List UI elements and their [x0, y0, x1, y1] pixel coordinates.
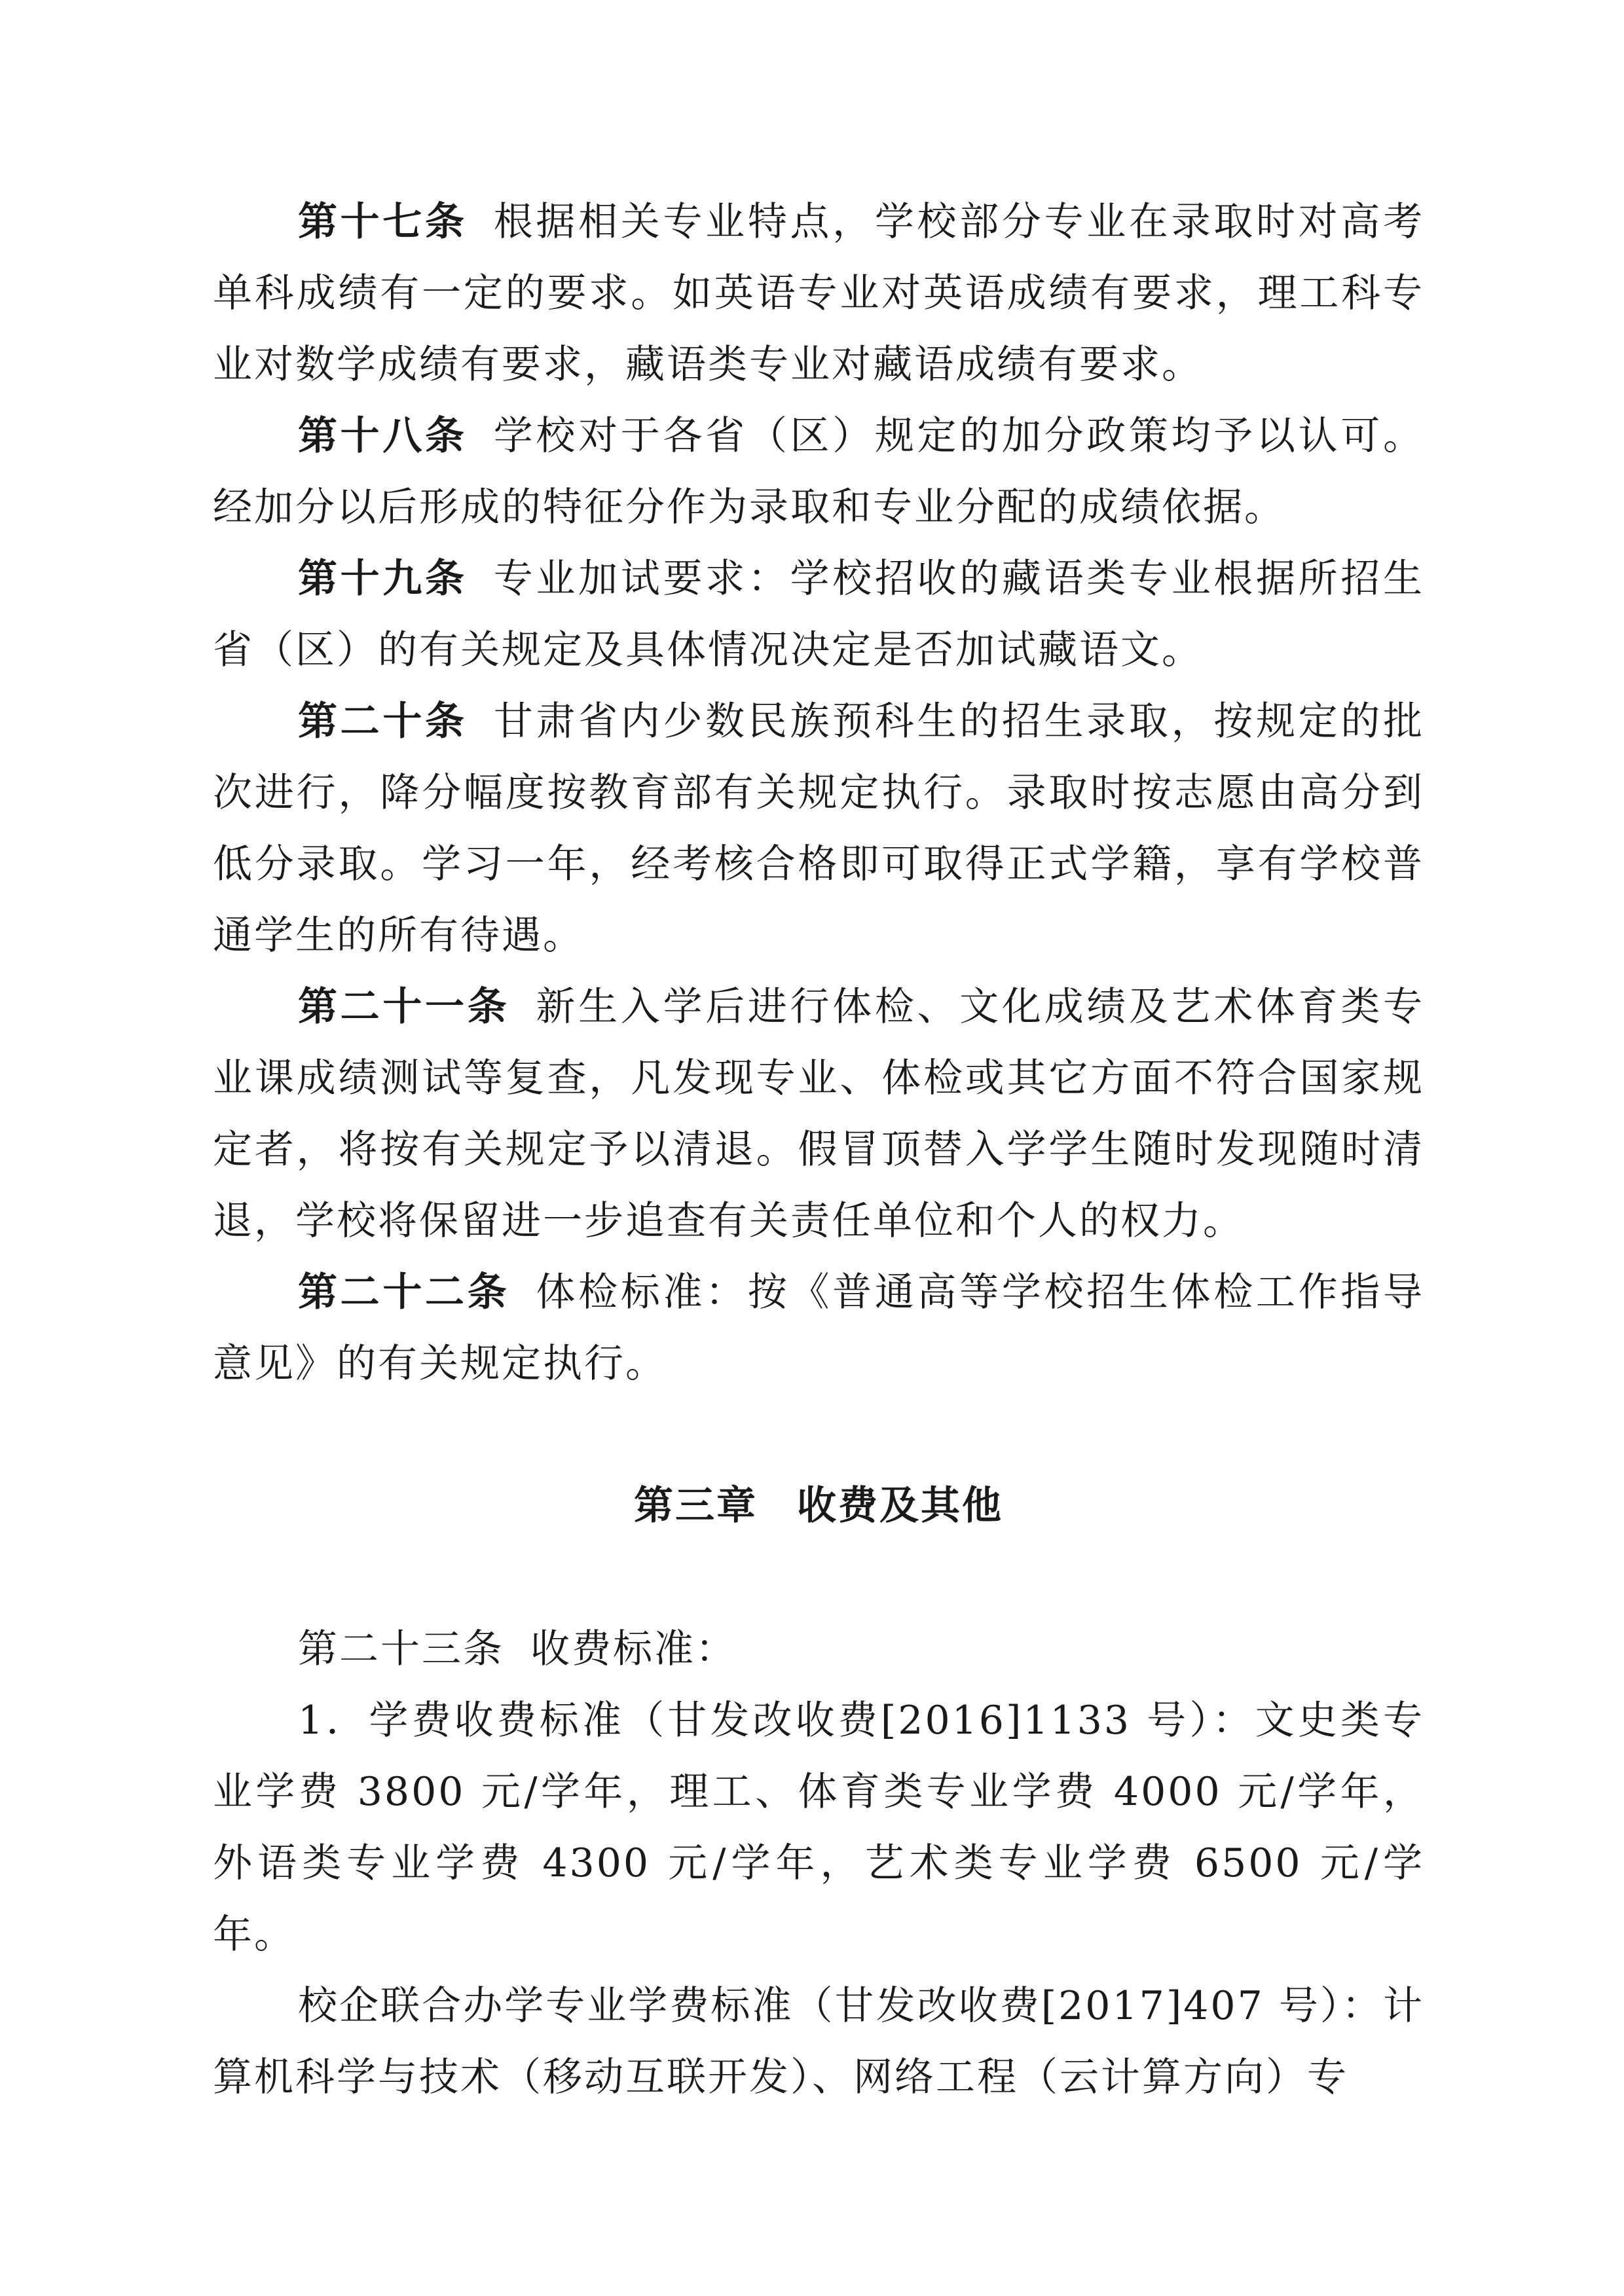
fee-item-1 — [213, 1685, 1424, 1971]
chapter-number: 第三章 — [634, 1483, 758, 1529]
chapter-name: 收费及其他 — [797, 1483, 1003, 1529]
article-18 — [213, 401, 1424, 543]
article-23 — [213, 1614, 1424, 1685]
article-text: 学校对于各省（区）规定的加分政策均予以认可。经加分以后形成的特征分作为录取和专业分配的成绩依据。 — [213, 413, 1425, 530]
article-22 — [213, 1257, 1424, 1400]
article-17 — [213, 187, 1424, 401]
article-heading: 第十九条 — [298, 556, 468, 602]
article-heading: 第二十条 — [298, 699, 468, 744]
fee-item-joint — [213, 1971, 1424, 2113]
article-text: 甘肃省内少数民族预科生的招生录取，按规定的批次进行，降分幅度按教育部有关规定执行。录取时按志愿由高分到低分录取。学习一年，经考核合格即可取得正式学籍，享有学校普通学生的所有待遇。 — [213, 699, 1425, 958]
article-text: 体检标准：按《普通高等学校招生体检工作指导意见》的有关规定执行。 — [213, 1269, 1425, 1387]
fee-text: 1．学费收费标准（甘发改收费[2016]1133 号）：文史类专业学费 3800 元/学年，理工、体育类专业学费 4000 元/学年，外语类专业学费 4300 元/学年，艺术类专业学费 6500 元/学年。 — [213, 1698, 1424, 1958]
article-19 — [213, 543, 1424, 686]
article-heading: 第十八条 — [298, 413, 468, 459]
fee-text: 校企联合办学专业学费标准（甘发改收费[2017]407 号）：计算机科学与技术（移动互联开发）、网络工程（云计算方向）专 — [213, 1983, 1424, 2100]
article-20 — [213, 686, 1424, 972]
article-text: 新生入学后进行体检、文化成绩及艺术体育类专业课成绩测试等复查，凡发现专业、体检或其它方面不符合国家规定者，将按有关规定予以清退。假冒顶替入学学生随时发现随时清退，学校将保留进一步追查有关责任单位和个人的权力。 — [213, 984, 1425, 1244]
article-heading: 第二十一条 — [298, 984, 510, 1030]
article-text: 专业加试要求：学校招收的藏语类专业根据所招生省（区）的有关规定及具体情况决定是否加试藏语文。 — [213, 556, 1425, 673]
article-heading: 第二十二条 — [298, 1269, 510, 1315]
document-page — [213, 187, 1424, 2113]
chapter-title — [213, 1470, 1424, 1542]
article-21 — [213, 972, 1424, 1257]
article-heading: 第二十三条 — [298, 1626, 504, 1672]
article-heading: 第十七条 — [298, 199, 468, 245]
article-text: 根据相关专业特点，学校部分专业在录取时对高考单科成绩有一定的要求。如英语专业对英语成绩有要求，理工科专业对数学成绩有要求，藏语类专业对藏语成绩有要求。 — [213, 199, 1425, 388]
article-text: 收费标准： — [530, 1626, 737, 1672]
